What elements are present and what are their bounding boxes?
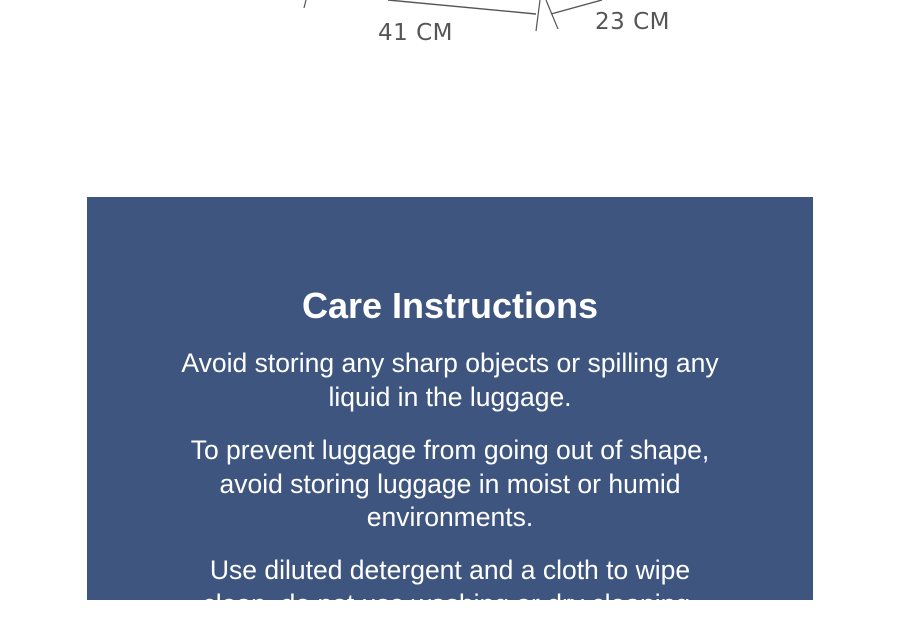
depth-dimension-label: 23 CM — [595, 9, 670, 35]
care-instruction-humidity: To prevent luggage from going out of shape, avoid storing luggage in moist or humid environments. — [190, 435, 710, 532]
length-dimension-line — [388, 0, 536, 14]
care-instructions-panel — [87, 197, 813, 619]
corner-tick-2 — [546, 0, 558, 29]
care-instructions-title: Care Instructions — [301, 285, 599, 326]
left-tick — [304, 0, 306, 8]
care-instruction-sharp-objects: Avoid storing any sharp objects or spilling any liquid in the luggage. — [181, 348, 719, 412]
length-dimension-label: 41 CM — [378, 20, 453, 46]
corner-tick-1 — [536, 0, 540, 31]
dimension-diagram — [0, 0, 900, 60]
care-instruction-cleaning: Use diluted detergent and a cloth to wipe clean, do not use washing or dry cleaning. — [202, 555, 698, 619]
